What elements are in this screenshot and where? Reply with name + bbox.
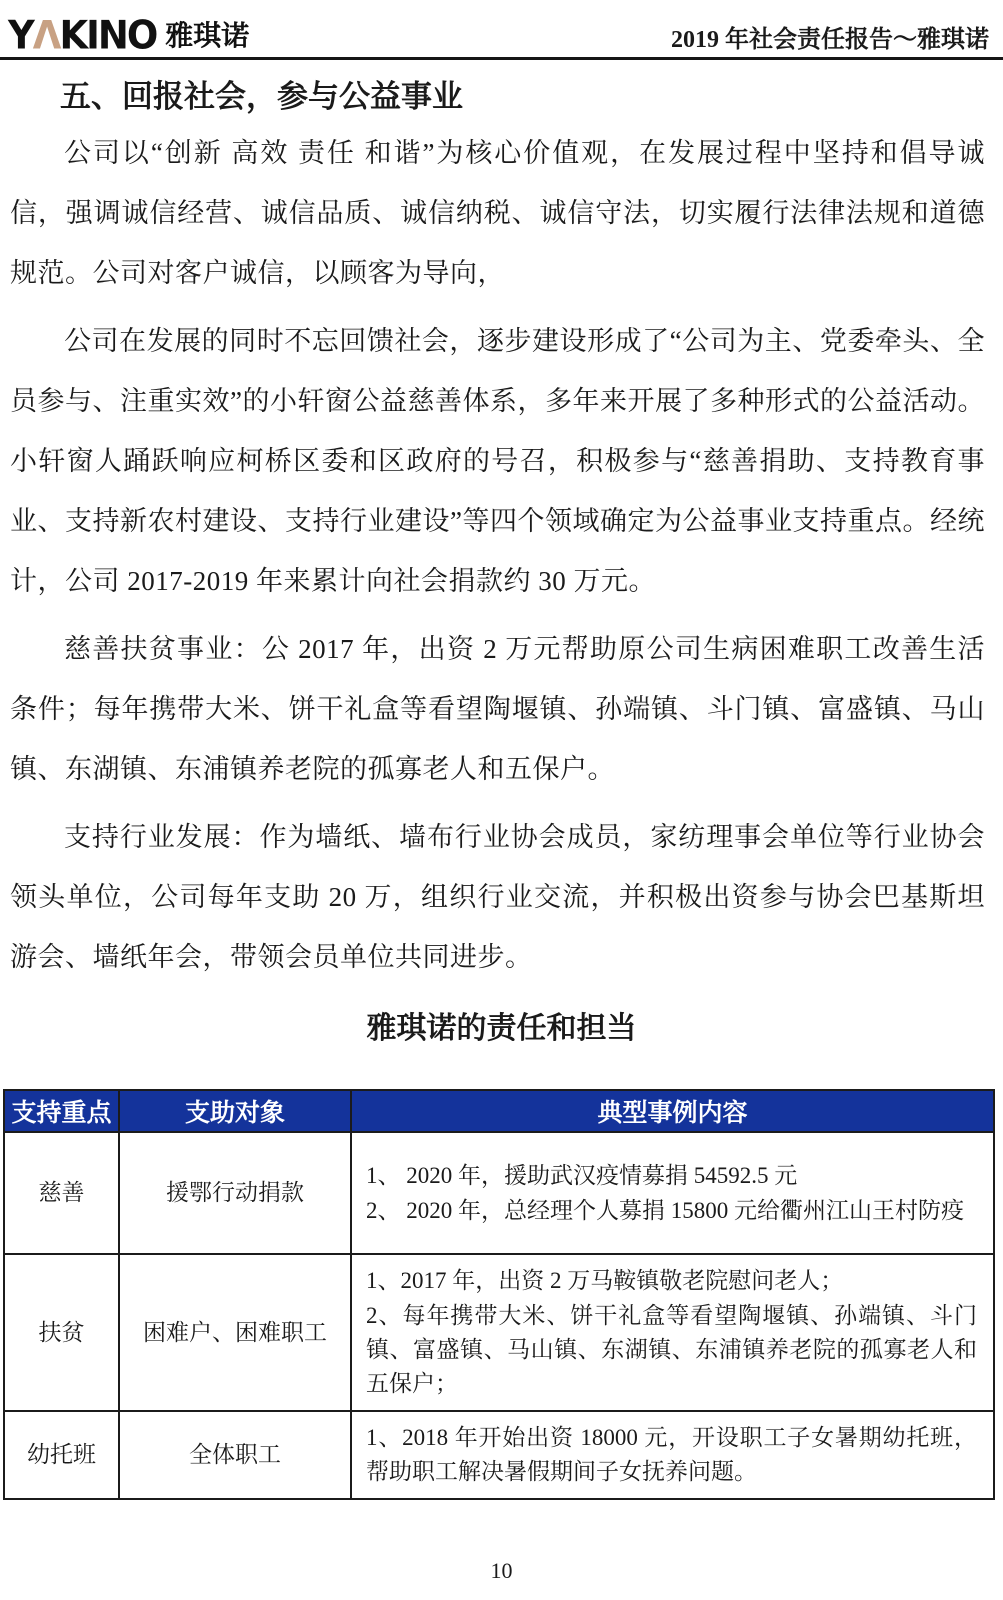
logo-letters-kino: KINO [59,12,157,59]
logo-latin-text [8,12,157,59]
section-title: 五、回报社会，参与公益事业 [60,79,463,114]
cell-focus-charity: 慈善 [4,1132,119,1254]
paragraph-core-values: 公司以“创新 高效 责任 和谐”为核心价值观，在发展过程中坚持和倡导诚信，强调诚信经营、诚信品质、诚信纳税、诚信守法，切实履行法律法规和道德规范。公司对客户诚信，以顾客为导向， [10,138,985,289]
logo-letter-y: Y [8,12,33,59]
table-header-row [4,1090,994,1132]
case-line: 1、 2020 年，援助武汉疫情募捐 54592.5 元 [366,1162,798,1188]
logo-letter-a-accent: Λ [32,12,60,59]
case-line: 1、2017 年，出资 2 万马鞍镇敬老院慰问老人； [366,1268,844,1294]
header-typical-cases: 典型事例内容 [351,1090,994,1132]
page-header [0,0,1003,60]
header-support-focus: 支持重点 [4,1090,119,1132]
table-row-daycare [4,1411,994,1499]
cell-focus-poverty: 扶贫 [4,1254,119,1411]
paragraph-industry-support: 支持行业发展：作为墙纸、墙布行业协会成员，家纺理事会单位等行业协会领头单位，公司每年支助 20 万，组织行业交流，并积极出资参与协会巴基斯坦游会、墙纸年会，带领会员单位共同进步。 [10,822,985,973]
cell-target-charity: 援鄂行动捐款 [119,1132,351,1254]
case-line: 1、2018 年开始出资 18000 元，开设职工子女暑期幼托班，帮助职工解决暑假期间子女抚养问题。 [366,1425,977,1485]
table-title: 雅琪诺的责任和担当 [366,1012,637,1046]
cell-focus-daycare: 幼托班 [4,1411,119,1499]
case-line: 2、 2020 年，总经理个人募捐 15800 元给衢州江山王村防疫 [366,1197,964,1223]
header-support-target: 支助对象 [119,1090,351,1132]
logo-cjk-text: 雅琪诺 [165,18,250,52]
responsibility-table [3,1089,995,1500]
paragraph-poverty-relief: 慈善扶贫事业：公 2017 年，出资 2 万元帮助原公司生病困难职工改善生活条件；每年携带大米、饼干礼盒等看望陶堰镇、孙端镇、斗门镇、富盛镇、马山镇、东湖镇、东浦镇养老院的孤寡老人和五保户。 [10,634,985,785]
cell-target-daycare: 全体职工 [119,1411,351,1499]
cell-cases-poverty [351,1254,994,1411]
table-row-poverty [4,1254,994,1411]
case-line: 2、每年携带大米、饼干礼盒等看望陶堰镇、孙端镇、斗门镇、富盛镇、马山镇、东湖镇、东浦镇养老院的孤寡老人和五保户； [366,1303,977,1397]
paragraph-charity-system: 公司在发展的同时不忘回馈社会，逐步建设形成了“公司为主、党委牵头、全员参与、注重实效”的小轩窗公益慈善体系，多年来开展了多种形式的公益活动。小轩窗人踊跃响应柯桥区委和区政府的号召，积极参与“慈善捐助、支持教育事业、支持新农村建设、支持行业建设”等四个领域确定为公益事业支持重点。经统计，公司 2017-2019 年来累计向社会捐款约 30 万元。 [10,326,985,597]
cell-cases-daycare [351,1411,994,1499]
table-row-charity [4,1132,994,1254]
cell-cases-charity [351,1132,994,1254]
cell-target-poverty: 困难户、困难职工 [119,1254,351,1411]
page-number: 10 [490,1558,513,1583]
company-logo [8,12,250,59]
report-header-title: 2019 年社会责任报告～雅琪诺 [671,27,989,53]
